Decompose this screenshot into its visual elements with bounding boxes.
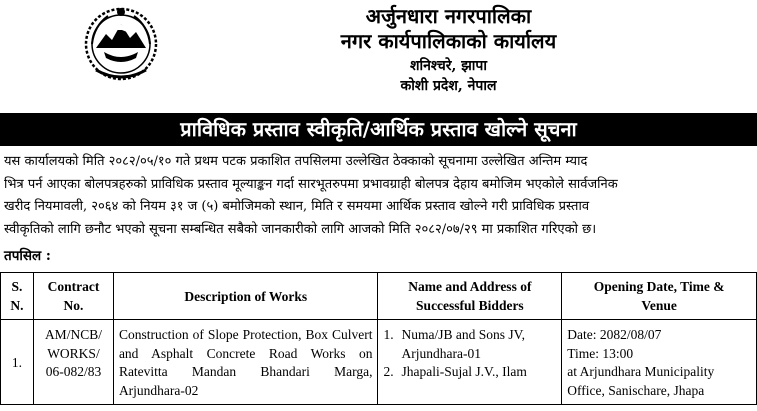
notice-title-banner: प्राविधिक प्रस्ताव स्वीकृति/आर्थिक प्रस्ताव खोल्ने सूचना: [0, 113, 757, 146]
table-header-row: [1, 273, 757, 320]
notice-line: खरीद नियमावली, २०६४ को नियम ३१ ज (५) बमोजिमको स्थान, मिति र समयमा आर्थिक प्रस्ताव खोल्ने गरी प्राविधिक प्रस्ताव: [4, 199, 590, 214]
office-header: [160, 4, 757, 96]
office-location: शनिश्चरे, झापा: [409, 58, 488, 74]
notice-body: [4, 151, 753, 241]
works-table: [0, 272, 757, 405]
header-description: Description of Works: [113, 273, 378, 320]
header-bidders: Name and Address of Successful Bidders: [378, 273, 562, 320]
cell-sn: 1.: [1, 320, 34, 405]
office-province: कोशी प्रदेश, नेपाल: [400, 78, 497, 94]
cell-bidders: [378, 320, 562, 405]
cell-contract-no: AM/NCB/ WORKS/ 06-082/83: [33, 320, 113, 405]
details-label: तपसिल :: [4, 248, 51, 264]
header-sn: S. N.: [1, 273, 34, 320]
cell-opening: Date: 2082/08/07 Time: 13:00 at Arjundhara Municipality Office, Sanischare, Jhapa: [562, 320, 757, 405]
table-row: [1, 320, 757, 405]
office-name: नगर कार्यपालिकाको कार्यालय: [340, 29, 557, 53]
notice-line: भित्र पर्न आएका बोलपत्रहरुको प्राविधिक प्रस्ताव मूल्याङ्कन गर्दा सारभूतरुपमा प्रभावग्राही बोलपत्र देहाय बमोजिम भएकोले सार्वजनिक: [4, 176, 618, 192]
header-contract-no: Contract No.: [33, 273, 113, 320]
bidder-item: 1. Numa/JB and Sons JV, Arjundhara-01: [383, 327, 526, 361]
bidder-item: 2. Jhapali-Sujal J.V., Ilam: [383, 364, 527, 379]
municipality-name: अर्जुनधारा नगरपालिका: [365, 4, 532, 28]
cell-description: Construction of Slope Protection, Box Culvert and Asphalt Concrete Road Works on Ratevitta Mandan Bhandari Marga, Arjundhara-02: [113, 320, 378, 405]
notice-line: स्वीकृतिको लागि छनौट भएको सूचना सम्बन्धित सबैको जानकारीको लागि आजको मिति २०८२/०७/२९ मा प्रकाशित गरिएको छ।: [4, 221, 597, 237]
notice-line: यस कार्यालयको मिति २०८२/०५/१० गते प्रथम पटक प्रकाशित तपसिलमा उल्लेखित ठेक्काको सूचनामा उल्लेखित अन्तिम म्याद: [4, 154, 588, 169]
header-opening: Opening Date, Time & Venue: [562, 273, 757, 320]
